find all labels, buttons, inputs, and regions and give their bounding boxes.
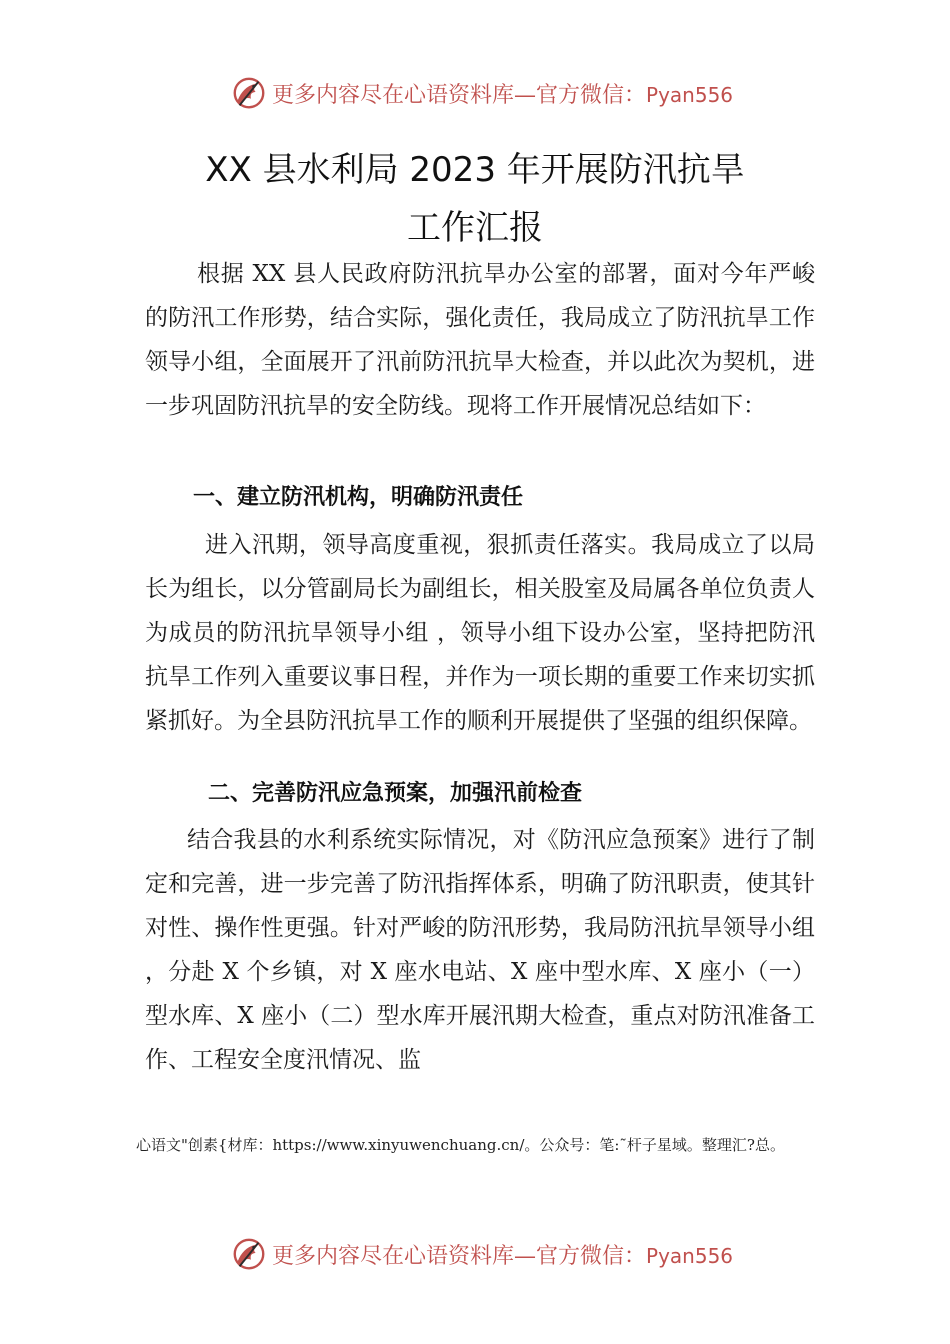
section2-paragraph: 结合我县的水利系统实际情况，对《防汛应急预案》进行了制定和完善，进一步完善了防汛指挥体系，明确了防汛职责，使其针对性、操作性更强。针对严峻的防汛形势，我局防汛抗旱领导小组 ，分赴 X 个乡镇，对 X 座水电站、X 座中型水库、X 座小（一）型水库、X 座小（二）型水库开展汛期大检查，重点对防汛准备工作、工程安全度汛情况、监 xyxy=(145,827,815,1073)
banner-text xyxy=(272,78,733,109)
footer-banner xyxy=(0,1233,950,1273)
header-banner xyxy=(0,72,950,112)
section1-heading: 一、建立防汛机构，明确防汛责任 xyxy=(193,485,524,510)
section1-paragraph: 进入汛期，领导高度重视，狠抓责任落实。我局成立了以局长为组长，以分管副局长为副组长，相关股室及局属各单位负责人为成员的防汛抗旱领导小组 ，领导小组下设办公室，坚持把防汛抗旱工作列入重要议事日程，并作为一项长期的重要工作来切实抓紧抓好。为全县防汛抗旱工作的顺利开展提供了坚强的组织保障。 xyxy=(145,532,815,734)
intro-paragraph: 根据 XX 县人民政府防汛抗旱办公室的部署，面对今年严峻的防汛工作形势，结合实际，强化责任，我局成立了防汛抗旱工作领导小组，全面展开了汛前防汛抗旱大检查，并以此次为契机，进一步巩固防汛抗旱的安全防线。现将工作开展情况总结如下： xyxy=(145,261,815,419)
section2-heading: 二、完善防汛应急预案，加强汛前检查 xyxy=(208,781,583,806)
doc-title-line2: 工作汇报 xyxy=(407,208,543,248)
doc-title-line1: XX 县水利局 2023 年开展防汛抗旱 xyxy=(205,150,745,190)
banner-label: 更多内容尽在心语资料库—官方微信： xyxy=(272,83,647,108)
wechat-id: Pyan556 xyxy=(646,1244,734,1268)
horse-logo-icon xyxy=(230,1235,268,1273)
horse-logo-icon xyxy=(230,74,268,112)
banner-text xyxy=(272,1239,733,1270)
banner-label: 更多内容尽在心语资料库—官方微信： xyxy=(272,1244,647,1269)
wechat-id: Pyan556 xyxy=(646,83,734,107)
footnote: 心语文"创素{材库：https://www.xinyuwenchuang.cn/。公众号：笔:˜杆子星域。整理汇?总。 xyxy=(136,1136,785,1154)
